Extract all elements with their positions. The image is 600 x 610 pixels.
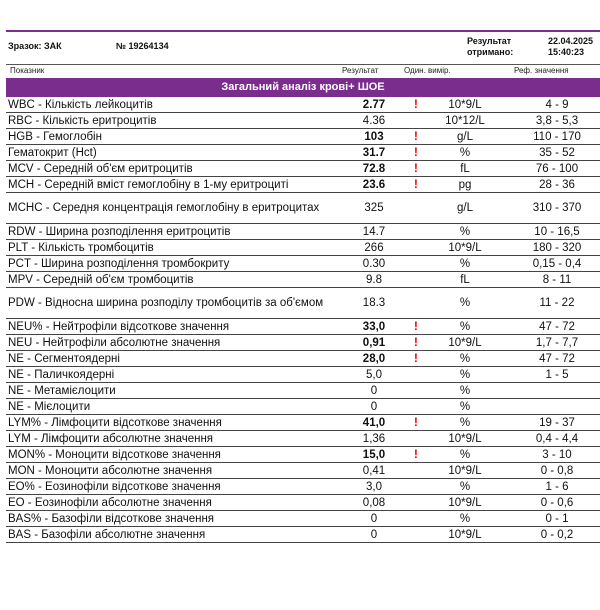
table-row [6, 367, 600, 383]
table-row [6, 495, 600, 511]
table-row [6, 272, 600, 288]
reference-range: 0,4 - 4,4 [500, 431, 600, 447]
indicator-name: MON% - Моноцити відсоткове значення [6, 447, 336, 463]
unit-value: % [430, 351, 500, 367]
abnormal-flag-icon [412, 527, 430, 543]
unit-value: g/L [430, 193, 500, 224]
abnormal-flag-icon [412, 399, 430, 415]
results-table [6, 97, 600, 543]
abnormal-flag-icon: ! [412, 319, 430, 335]
reference-range: 3 - 10 [500, 447, 600, 463]
result-value: 1,36 [336, 431, 412, 447]
table-row [6, 527, 600, 543]
abnormal-flag-icon [412, 193, 430, 224]
result-value: 0 [336, 527, 412, 543]
result-value: 4.36 [336, 113, 412, 129]
unit-value: % [430, 399, 500, 415]
indicator-name: NE - Сегментоядерні [6, 351, 336, 367]
unit-value: 10*9/L [430, 335, 500, 351]
reference-range: 1,7 - 7,7 [500, 335, 600, 351]
result-value: 9.8 [336, 272, 412, 288]
abnormal-flag-icon [412, 288, 430, 319]
table-row [6, 224, 600, 240]
unit-value: 10*9/L [430, 240, 500, 256]
reference-range: 19 - 37 [500, 415, 600, 431]
reference-range: 0 - 1 [500, 511, 600, 527]
abnormal-flag-icon [412, 272, 430, 288]
reference-range: 47 - 72 [500, 351, 600, 367]
reference-range: 180 - 320 [500, 240, 600, 256]
table-row [6, 288, 600, 319]
unit-value: % [430, 288, 500, 319]
unit-value: % [430, 224, 500, 240]
result-value: 0 [336, 511, 412, 527]
unit-value: 10*9/L [430, 431, 500, 447]
indicator-name: NE - Метамієлоцити [6, 383, 336, 399]
table-row [6, 256, 600, 272]
abnormal-flag-icon [412, 511, 430, 527]
table-row [6, 479, 600, 495]
unit-value: % [430, 415, 500, 431]
result-value: 18.3 [336, 288, 412, 319]
indicator-name: MCH - Середній вміст гемоглобіну в 1-му еритроциті [6, 177, 336, 193]
table-row [6, 319, 600, 335]
abnormal-flag-icon: ! [412, 145, 430, 161]
result-value: 2.77 [336, 97, 412, 113]
table-row [6, 415, 600, 431]
unit-value: 10*12/L [430, 113, 500, 129]
reference-range: 0,15 - 0,4 [500, 256, 600, 272]
column-header-result: Результат [342, 66, 379, 75]
unit-value: % [430, 256, 500, 272]
indicator-name: EO - Еозинофіли абсолютне значення [6, 495, 336, 511]
result-time: 15:40:23 [548, 47, 585, 57]
indicator-name: MPV - Середній об'єм тромбоцитів [6, 272, 336, 288]
indicator-name: Гематокрит (Hct) [6, 145, 336, 161]
unit-value: % [430, 511, 500, 527]
result-value: 5,0 [336, 367, 412, 383]
abnormal-flag-icon: ! [412, 351, 430, 367]
result-value: 103 [336, 129, 412, 145]
reference-range: 310 - 370 [500, 193, 600, 224]
reference-range: 11 - 22 [500, 288, 600, 319]
unit-value: 10*9/L [430, 463, 500, 479]
indicator-name: NEU% - Нейтрофіли відсоткове значення [6, 319, 336, 335]
result-value: 0,91 [336, 335, 412, 351]
reference-range: 110 - 170 [500, 129, 600, 145]
result-value: 72.8 [336, 161, 412, 177]
indicator-name: BAS - Базофіли абсолютне значення [6, 527, 336, 543]
unit-value: % [430, 447, 500, 463]
table-row [6, 177, 600, 193]
section-title: Загальний аналіз крові+ ШОЕ [6, 78, 600, 97]
table-row [6, 240, 600, 256]
indicator-name: MCV - Середній об'єм еритроцитів [6, 161, 336, 177]
column-header-reference: Реф. значення [514, 66, 569, 75]
column-header-indicator: Показник [10, 66, 45, 75]
abnormal-flag-icon [412, 383, 430, 399]
indicator-name: PDW - Відносна ширина розподілу тромбоцитів за об'ємом [6, 288, 336, 319]
abnormal-flag-icon [412, 224, 430, 240]
result-value: 3,0 [336, 479, 412, 495]
abnormal-flag-icon: ! [412, 415, 430, 431]
column-header-unit: Один. вимір. [404, 66, 451, 75]
indicator-name: WBC - Кількість лейкоцитів [6, 97, 336, 113]
abnormal-flag-icon [412, 495, 430, 511]
table-row [6, 193, 600, 224]
result-value: 14.7 [336, 224, 412, 240]
unit-value: pg [430, 177, 500, 193]
unit-value: fL [430, 272, 500, 288]
result-value: 33,0 [336, 319, 412, 335]
result-value: 0,41 [336, 463, 412, 479]
table-row [6, 335, 600, 351]
reference-range: 10 - 16,5 [500, 224, 600, 240]
reference-range: 1 - 5 [500, 367, 600, 383]
result-value: 31.7 [336, 145, 412, 161]
abnormal-flag-icon: ! [412, 177, 430, 193]
reference-range: 3,8 - 5,3 [500, 113, 600, 129]
abnormal-flag-icon [412, 479, 430, 495]
reference-range: 4 - 9 [500, 97, 600, 113]
indicator-name: EO% - Еозинофіли відсоткове значення [6, 479, 336, 495]
reference-range: 47 - 72 [500, 319, 600, 335]
reference-range: 0 - 0,8 [500, 463, 600, 479]
indicator-name: BAS% - Базофіли відсоткове значення [6, 511, 336, 527]
indicator-name: MCHC - Середня концентрація гемоглобіну в еритроцитах [6, 193, 336, 224]
abnormal-flag-icon: ! [412, 129, 430, 145]
indicator-name: RBC - Кількість еритроцитів [6, 113, 336, 129]
result-value: 0.30 [336, 256, 412, 272]
indicator-name: PLT - Кількість тромбоцитів [6, 240, 336, 256]
unit-value: fL [430, 161, 500, 177]
sample-label: Зразок: ЗАК [8, 41, 62, 51]
reference-range: 35 - 52 [500, 145, 600, 161]
result-value: 0 [336, 399, 412, 415]
result-value: 0 [336, 383, 412, 399]
unit-value: % [430, 145, 500, 161]
indicator-name: RDW - Ширина розподілення еритроцитів [6, 224, 336, 240]
result-value: 23.6 [336, 177, 412, 193]
abnormal-flag-icon: ! [412, 161, 430, 177]
indicator-name: MON - Моноцити абсолютне значення [6, 463, 336, 479]
unit-value: % [430, 479, 500, 495]
abnormal-flag-icon [412, 367, 430, 383]
table-row [6, 511, 600, 527]
unit-value: 10*9/L [430, 527, 500, 543]
result-value: 325 [336, 193, 412, 224]
table-row [6, 463, 600, 479]
reference-range [500, 383, 600, 399]
header-divider [6, 64, 600, 65]
unit-value: 10*9/L [430, 495, 500, 511]
reference-range: 8 - 11 [500, 272, 600, 288]
abnormal-flag-icon: ! [412, 97, 430, 113]
table-row [6, 97, 600, 113]
result-value: 28,0 [336, 351, 412, 367]
reference-range: 1 - 6 [500, 479, 600, 495]
indicator-name: PCT - Ширина розподілення тромбокриту [6, 256, 336, 272]
abnormal-flag-icon [412, 256, 430, 272]
table-row [6, 399, 600, 415]
sample-number: № 19264134 [116, 41, 169, 51]
reference-range: 76 - 100 [500, 161, 600, 177]
table-row [6, 383, 600, 399]
result-value: 266 [336, 240, 412, 256]
indicator-name: NEU - Нейтрофіли абсолютне значення [6, 335, 336, 351]
table-row [6, 161, 600, 177]
table-row [6, 145, 600, 161]
reference-range: 0 - 0,2 [500, 527, 600, 543]
abnormal-flag-icon [412, 431, 430, 447]
indicator-name: LYM% - Лімфоцити відсоткове значення [6, 415, 336, 431]
abnormal-flag-icon [412, 463, 430, 479]
table-row [6, 113, 600, 129]
result-value: 41,0 [336, 415, 412, 431]
indicator-name: HGB - Гемоглобін [6, 129, 336, 145]
unit-value: % [430, 367, 500, 383]
result-value: 15,0 [336, 447, 412, 463]
result-label: Результат [467, 36, 512, 46]
result-date: 22.04.2025 [548, 36, 594, 46]
unit-value: 10*9/L [430, 97, 500, 113]
indicator-name: NE - Паличкоядерні [6, 367, 336, 383]
header-top-rule [6, 30, 600, 32]
table-row [6, 431, 600, 447]
reference-range: 0 - 0,6 [500, 495, 600, 511]
unit-value: % [430, 319, 500, 335]
abnormal-flag-icon: ! [412, 335, 430, 351]
unit-value: g/L [430, 129, 500, 145]
unit-value: % [430, 383, 500, 399]
abnormal-flag-icon [412, 113, 430, 129]
table-row [6, 447, 600, 463]
received-label: отримано: [467, 47, 514, 57]
reference-range [500, 399, 600, 415]
indicator-name: LYM - Лімфоцити абсолютне значення [6, 431, 336, 447]
indicator-name: NE - Мієлоцити [6, 399, 336, 415]
result-value: 0,08 [336, 495, 412, 511]
table-row [6, 351, 600, 367]
results-table-body [6, 97, 600, 543]
reference-range: 28 - 36 [500, 177, 600, 193]
abnormal-flag-icon [412, 240, 430, 256]
table-row [6, 129, 600, 145]
abnormal-flag-icon: ! [412, 447, 430, 463]
